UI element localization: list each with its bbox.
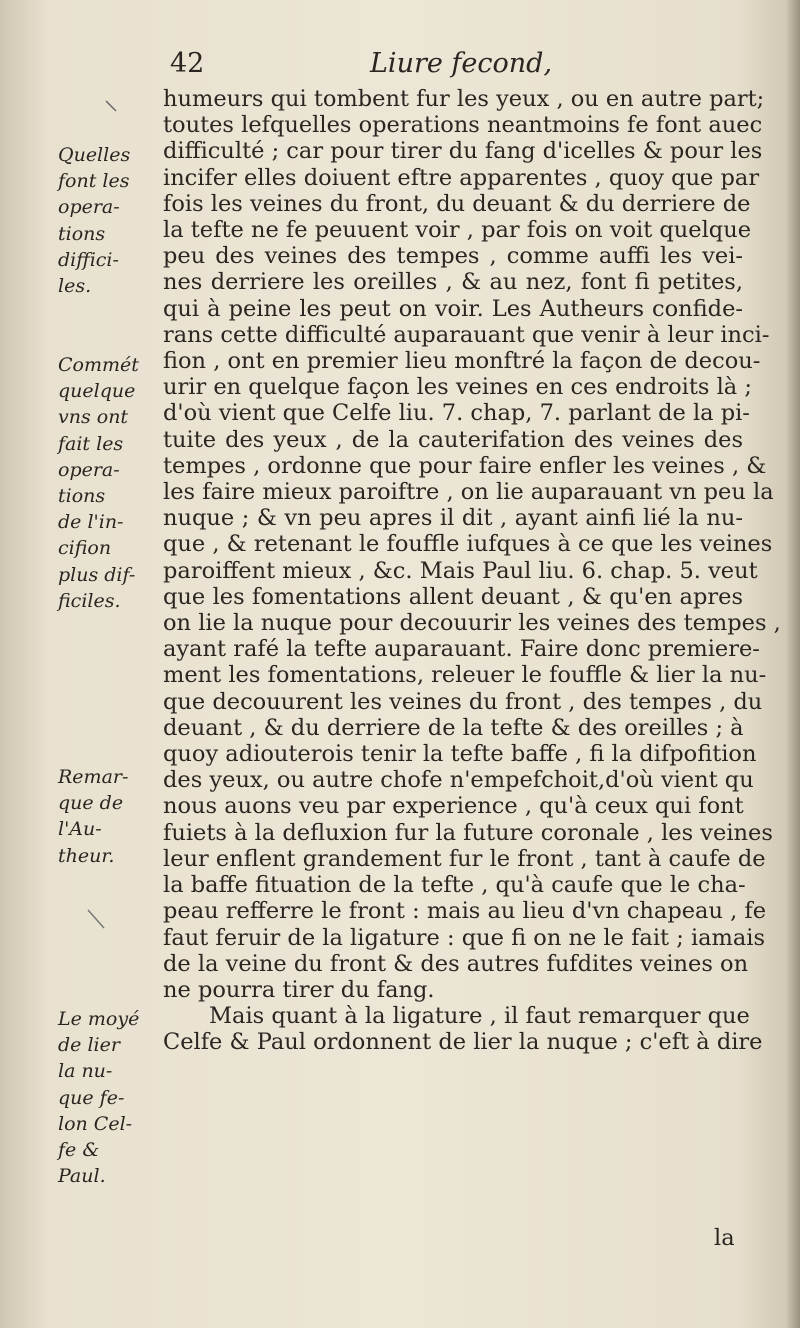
margin-note-line: Paul. (58, 1165, 106, 1188)
text-line: tuite des yeux , de la cauterifation des veines des (163, 426, 743, 453)
margin-note-line: font les (58, 170, 130, 193)
text-line: la baffe fituation de la tefte , qu'à caufe que le cha- (163, 872, 746, 899)
text-line: peu des veines des tempes , comme auffi les vei- (163, 243, 743, 270)
margin-note-line: diffici- (58, 248, 119, 271)
margin-note-line: Le moyé (58, 1008, 140, 1030)
margin-note-line: quelque (58, 380, 136, 403)
margin-note (58, 352, 148, 614)
text-line: tempes , ordonne que pour faire enfler les veines , & (163, 452, 767, 479)
text-line: ayant rafé la tefte auparauant. Faire donc premiere- (163, 636, 760, 663)
text-line: difficulté ; car pour tirer du fang d'icelles & pour les (163, 138, 763, 165)
text-line: ne pourra tirer du fang. (163, 976, 435, 1003)
text-line: fois les veines du front, du deuant & du derriere de (163, 190, 751, 217)
text-line: de la veine du front & des autres fufdites veines on (163, 950, 749, 977)
text-line: nes derriere les oreilles , & au nez, font fi petites, (163, 269, 743, 296)
text-line: ment les fomentations, releuer le fouffle & lier la nu- (163, 662, 767, 689)
page-header (170, 48, 740, 88)
margin-note-line: l'Au- (58, 818, 102, 841)
text-line: qui à peine les peut on voir. Les Autheurs confide- (163, 295, 743, 322)
margin-note (58, 1006, 148, 1189)
text-line: la tefte ne fe peuuent voir , par fois on voit quelque (163, 217, 752, 244)
text-line: que decouurent les veines du front , des tempes , du (163, 688, 763, 715)
catchword: la (714, 1225, 735, 1251)
margin-note-line: vns ont (58, 406, 129, 429)
text-line: que les fomentations allent deuant , & qu'en apres (163, 583, 743, 610)
margin-note-line: Remar- (58, 766, 129, 788)
text-line: faut feruir de la ligature : que fi on ne le fait ; iamais (163, 924, 766, 951)
page-edge-shadow (786, 0, 800, 1328)
text-line: fion , ont en premier lieu monftré la façon de decou- (163, 348, 761, 375)
margin-note (58, 764, 148, 869)
margin-note-line: que fe- (58, 1086, 125, 1109)
text-line: nuque ; & vn peu apres il dit , ayant ainfi lié la nu- (163, 505, 743, 532)
margin-note-line: de lier (58, 1034, 120, 1057)
text-line: urir en quelque façon les veines en ces endroits là ; (163, 374, 752, 401)
margin-note-line: ficiles. (58, 589, 121, 612)
text-line: nous auons veu par experience , qu'à ceux qui font (163, 793, 744, 820)
text-line: paroiffent mieux , &c. Mais Paul liu. 6. chap. 5. veut (163, 557, 758, 584)
text-line: deuant , & du derriere de la tefte & des oreilles ; à (163, 714, 744, 741)
text-line: peau refferre le front : mais au lieu d'vn chapeau , fe (163, 898, 767, 925)
margin-tick-mark (104, 98, 120, 114)
margin-note-line: de l'in- (58, 511, 124, 534)
margin-note (58, 142, 148, 299)
margin-note-line: opera- (58, 458, 120, 481)
margin-note-line: Commét (58, 354, 139, 376)
text-line: toutes lefquelles operations neantmoins fe font auec (163, 112, 763, 139)
margin-note-line: tions (58, 222, 106, 245)
text-line: d'où vient que Celfe liu. 7. chap, 7. parlant de la pi- (163, 400, 750, 427)
text-line: Celfe & Paul ordonnent de lier la nuque ; c'eft à dire (163, 1029, 763, 1056)
text-line: on lie la nuque pour decouurir les veines des tempes , (163, 610, 781, 637)
margin-note-line: cifion (58, 537, 112, 560)
text-line: que , & retenant le fouffle iufques à ce que les veines (163, 531, 773, 558)
text-line: humeurs qui tombent fur les yeux , ou en autre part; (163, 86, 765, 112)
text-line: les faire mieux paroiftre , on lie auparauant vn peu la (163, 479, 774, 506)
margin-tick-mark (84, 906, 108, 932)
text-line: incifer elles doiuent eftre apparentes , quoy que par (163, 164, 760, 191)
margin-note-line: fait les (58, 432, 124, 455)
text-line: fuiets à la defluxion fur la future coronale , les veines (163, 819, 773, 846)
text-line: Mais quant à la ligature , il faut remarquer que (209, 1003, 750, 1030)
margin-note-line: que de (58, 792, 124, 815)
margin-note-line: la nu- (58, 1060, 113, 1083)
margin-note-line: les. (58, 275, 92, 298)
main-text-block (163, 86, 781, 1056)
margin-note-line: lon Cel- (58, 1112, 133, 1135)
margin-note-line: fe & (58, 1139, 100, 1162)
page-number: 42 (170, 48, 205, 79)
text-line: leur enflent grandement fur le front , tant à caufe de (163, 845, 766, 872)
running-title: Liure fecond, (370, 48, 553, 79)
text-line: quoy adiouterois tenir la tefte baffe , fi la difpofition (163, 741, 757, 768)
margin-note-line: plus dif- (58, 563, 136, 586)
margin-note-line: theur. (58, 844, 115, 867)
text-line: des yeux, ou autre chofe n'empefchoit,d'où vient qu (163, 767, 754, 794)
margin-note-line: opera- (58, 196, 120, 219)
margin-note-line: Quelles (58, 144, 131, 166)
text-line: rans cette difficulté auparauant que venir à leur inci- (163, 321, 770, 348)
margin-note-line: tions (58, 485, 106, 508)
